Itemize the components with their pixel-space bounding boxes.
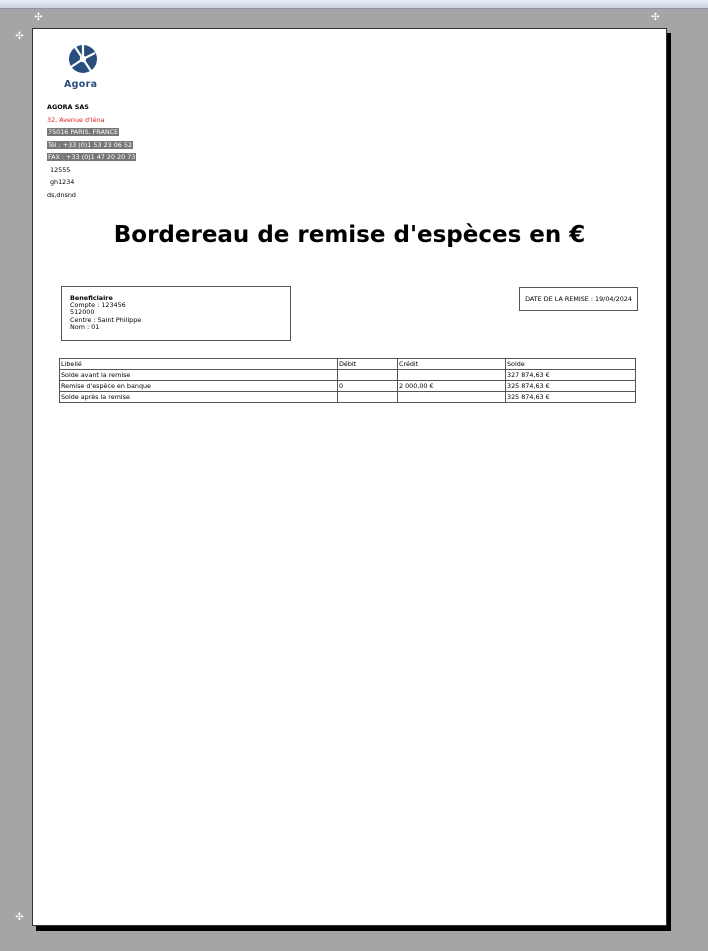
company-name: AGORA SAS (47, 103, 89, 111)
logo-text: Agora (64, 79, 98, 90)
cell-credit (398, 370, 506, 381)
table-row (60, 381, 636, 392)
table-header-row (60, 359, 636, 370)
company-address: 32, Avenue d'Iéna (47, 115, 105, 124)
company-tel: Tél : +33 (0)1 53 23 06 52 (48, 140, 133, 149)
remittance-date-box: DATE DE LA REMISE : 19/04/2024 (519, 287, 638, 311)
resize-handle-left-top-icon[interactable]: ✣ (15, 31, 24, 42)
company-fax: FAX : +33 (0)1 47 20 20 73 (48, 153, 136, 161)
beneficiary-box (61, 286, 291, 341)
table-row (60, 370, 636, 381)
cell-solde: 325 874,63 € (506, 381, 636, 392)
cell-debit (338, 370, 398, 381)
header-solde: Solde (506, 359, 636, 370)
company-line-3: ds,dnsnd (47, 190, 76, 199)
resize-handle-top-right-icon[interactable]: ✣ (651, 12, 660, 23)
cell-libelle: Solde avant la remise (60, 370, 338, 381)
resize-handle-left-bottom-icon[interactable]: ✣ (15, 912, 24, 923)
company-city: 75016 PARIS, FRANCE (48, 128, 119, 136)
document-page (32, 28, 667, 926)
table-row (60, 392, 636, 403)
company-address-block (47, 101, 136, 201)
cell-credit: 2 000,00 € (398, 381, 506, 392)
cell-debit: 0 (338, 381, 398, 392)
cell-solde: 325 874,63 € (506, 392, 636, 403)
beneficiary-account: Compte : 123456 (70, 301, 126, 310)
beneficiary-center: Centre : Saint Philippe (70, 315, 142, 324)
viewer-toolbar-strip (0, 0, 708, 9)
company-line-2: gh1234 (50, 178, 75, 186)
beneficiary-name: Nom : 01 (70, 322, 100, 331)
cell-credit (398, 392, 506, 403)
beneficiary-label: Beneficiaire (70, 294, 113, 302)
cell-libelle: Remise d'espèce en banque (60, 381, 338, 392)
header-debit: Débit (338, 359, 398, 370)
resize-handle-top-left-icon[interactable]: ✣ (34, 12, 43, 23)
document-title: Bordereau de remise d'espèces en € (113, 222, 586, 248)
remittance-table (59, 358, 636, 403)
cell-debit (338, 392, 398, 403)
cell-solde: 327 874,63 € (506, 370, 636, 381)
cell-libelle: Solde après la remise (60, 392, 338, 403)
beneficiary-code: 512000 (70, 308, 95, 317)
company-line-1: 12555 (50, 165, 71, 174)
header-libelle: Libellé (60, 359, 338, 370)
header-credit: Crédit (398, 359, 506, 370)
